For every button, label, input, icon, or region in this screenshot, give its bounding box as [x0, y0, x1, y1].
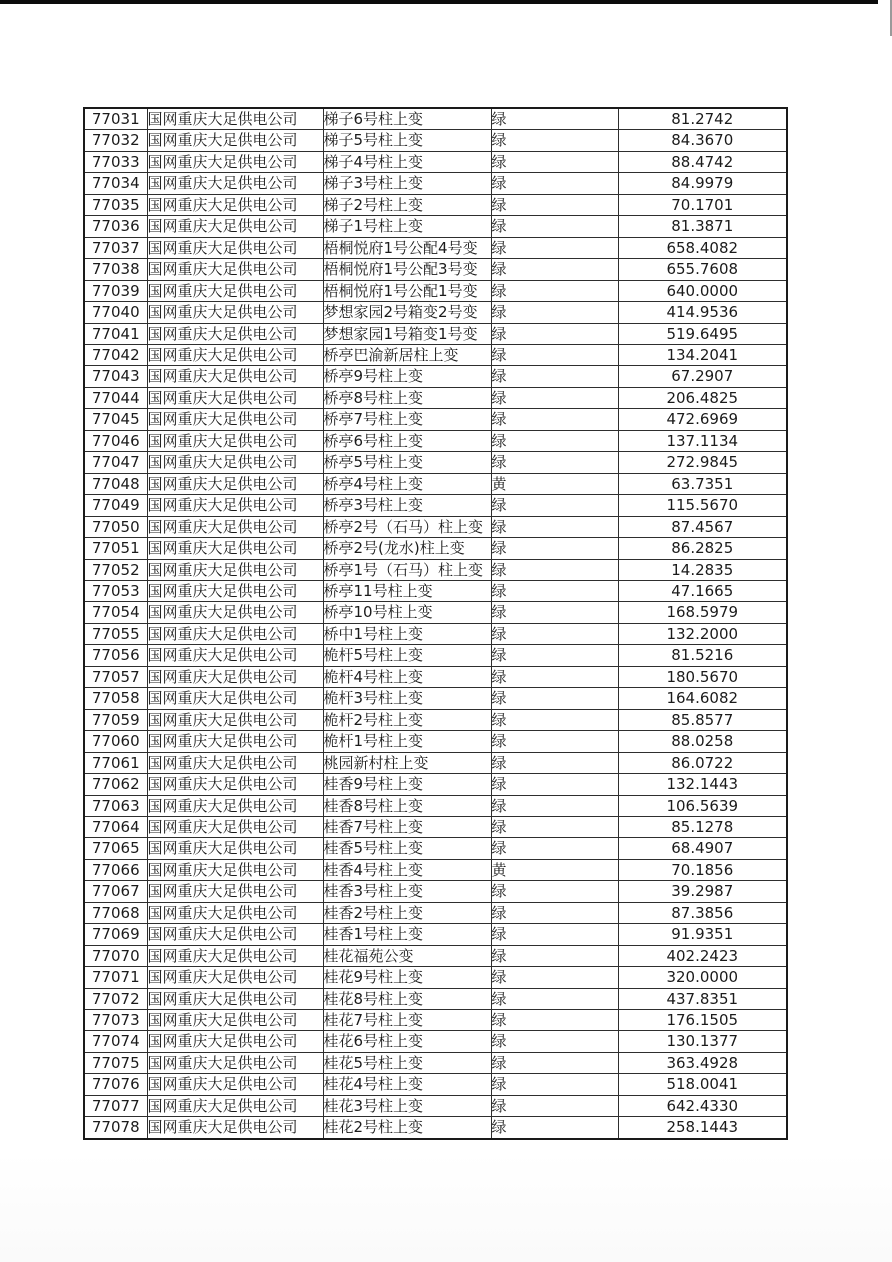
cell-company: 国网重庆大足供电公司: [147, 709, 323, 730]
cell-transformer: 桂香7号柱上变: [323, 816, 491, 837]
cell-transformer: 桂花4号柱上变: [323, 1074, 491, 1095]
cell-transformer: 桅杆5号柱上变: [323, 645, 491, 666]
cell-status: 绿: [491, 945, 618, 966]
cell-value: 106.5639: [618, 795, 787, 816]
cell-status: 绿: [491, 1031, 618, 1052]
table-row: [84, 516, 787, 537]
cell-status: 绿: [491, 1117, 618, 1139]
cell-id: 77040: [84, 302, 147, 323]
cell-value: 402.2423: [618, 945, 787, 966]
table-row: [84, 302, 787, 323]
cell-value: 640.0000: [618, 280, 787, 301]
cell-status: 绿: [491, 731, 618, 752]
cell-value: 518.0041: [618, 1074, 787, 1095]
cell-status: 绿: [491, 881, 618, 902]
cell-company: 国网重庆大足供电公司: [147, 1095, 323, 1116]
cell-value: 87.4567: [618, 516, 787, 537]
cell-status: 绿: [491, 108, 618, 130]
table-row: [84, 237, 787, 258]
cell-value: 258.1443: [618, 1117, 787, 1139]
cell-id: 77056: [84, 645, 147, 666]
table-row: [84, 967, 787, 988]
cell-status: 绿: [491, 816, 618, 837]
cell-company: 国网重庆大足供电公司: [147, 387, 323, 408]
cell-company: 国网重庆大足供电公司: [147, 602, 323, 623]
cell-company: 国网重庆大足供电公司: [147, 366, 323, 387]
table-row: [84, 173, 787, 194]
cell-status: 绿: [491, 280, 618, 301]
cell-value: 164.6082: [618, 688, 787, 709]
cell-status: 绿: [491, 752, 618, 773]
cell-transformer: 桥亭9号柱上变: [323, 366, 491, 387]
cell-company: 国网重庆大足供电公司: [147, 473, 323, 494]
cell-status: 绿: [491, 409, 618, 430]
cell-transformer: 梦想家园2号箱变2号变: [323, 302, 491, 323]
cell-transformer: 桂花7号柱上变: [323, 1010, 491, 1031]
cell-transformer: 桥亭5号柱上变: [323, 452, 491, 473]
cell-status: 绿: [491, 259, 618, 280]
cell-transformer: 梯子3号柱上变: [323, 173, 491, 194]
transformer-load-table: [83, 107, 788, 1140]
cell-status: 绿: [491, 151, 618, 172]
cell-company: 国网重庆大足供电公司: [147, 580, 323, 601]
table-row: [84, 1117, 787, 1139]
cell-value: 68.4907: [618, 838, 787, 859]
cell-company: 国网重庆大足供电公司: [147, 1117, 323, 1139]
cell-id: 77042: [84, 344, 147, 365]
table-row: [84, 838, 787, 859]
table-row: [84, 1031, 787, 1052]
cell-company: 国网重庆大足供电公司: [147, 731, 323, 752]
cell-status: 绿: [491, 130, 618, 151]
table-row: [84, 280, 787, 301]
cell-value: 655.7608: [618, 259, 787, 280]
cell-status: 绿: [491, 688, 618, 709]
cell-id: 77070: [84, 945, 147, 966]
table-row: [84, 881, 787, 902]
cell-status: 绿: [491, 902, 618, 923]
cell-company: 国网重庆大足供电公司: [147, 688, 323, 709]
cell-id: 77038: [84, 259, 147, 280]
cell-id: 77068: [84, 902, 147, 923]
cell-status: 黄: [491, 859, 618, 880]
cell-transformer: 桥亭10号柱上变: [323, 602, 491, 623]
cell-id: 77067: [84, 881, 147, 902]
cell-id: 77072: [84, 988, 147, 1009]
table-row: [84, 559, 787, 580]
cell-status: 绿: [491, 366, 618, 387]
cell-company: 国网重庆大足供电公司: [147, 988, 323, 1009]
cell-company: 国网重庆大足供电公司: [147, 237, 323, 258]
cell-value: 47.1665: [618, 580, 787, 601]
cell-id: 77046: [84, 430, 147, 451]
table-row: [84, 495, 787, 516]
cell-value: 85.1278: [618, 816, 787, 837]
cell-status: 绿: [491, 1095, 618, 1116]
cell-value: 168.5979: [618, 602, 787, 623]
cell-transformer: 梧桐悦府1号公配3号变: [323, 259, 491, 280]
cell-company: 国网重庆大足供电公司: [147, 559, 323, 580]
cell-value: 642.4330: [618, 1095, 787, 1116]
cell-transformer: 桂花9号柱上变: [323, 967, 491, 988]
cell-value: 14.2835: [618, 559, 787, 580]
cell-value: 81.3871: [618, 216, 787, 237]
table-row: [84, 645, 787, 666]
table-row: [84, 666, 787, 687]
table-row: [84, 452, 787, 473]
cell-company: 国网重庆大足供电公司: [147, 194, 323, 215]
cell-status: 绿: [491, 194, 618, 215]
cell-value: 67.2907: [618, 366, 787, 387]
cell-status: 绿: [491, 924, 618, 945]
cell-transformer: 桂花3号柱上变: [323, 1095, 491, 1116]
cell-value: 132.1443: [618, 774, 787, 795]
cell-id: 77050: [84, 516, 147, 537]
table-row: [84, 924, 787, 945]
cell-value: 176.1505: [618, 1010, 787, 1031]
table-row: [84, 988, 787, 1009]
table-row: [84, 1010, 787, 1031]
cell-transformer: 梧桐悦府1号公配1号变: [323, 280, 491, 301]
cell-transformer: 桥亭2号(龙水)柱上变: [323, 538, 491, 559]
cell-company: 国网重庆大足供电公司: [147, 108, 323, 130]
cell-value: 81.2742: [618, 108, 787, 130]
table-row: [84, 1095, 787, 1116]
cell-company: 国网重庆大足供电公司: [147, 666, 323, 687]
cell-value: 115.5670: [618, 495, 787, 516]
cell-status: 绿: [491, 774, 618, 795]
cell-transformer: 桥亭巴渝新居柱上变: [323, 344, 491, 365]
cell-id: 77049: [84, 495, 147, 516]
cell-transformer: 桂香2号柱上变: [323, 902, 491, 923]
table-row: [84, 108, 787, 130]
cell-transformer: 桅杆1号柱上变: [323, 731, 491, 752]
cell-status: 绿: [491, 216, 618, 237]
cell-transformer: 桂香3号柱上变: [323, 881, 491, 902]
cell-company: 国网重庆大足供电公司: [147, 452, 323, 473]
cell-status: 绿: [491, 838, 618, 859]
cell-id: 77077: [84, 1095, 147, 1116]
cell-id: 77048: [84, 473, 147, 494]
cell-company: 国网重庆大足供电公司: [147, 302, 323, 323]
cell-transformer: 桥亭1号（石马）柱上变: [323, 559, 491, 580]
table-row: [84, 752, 787, 773]
cell-status: 绿: [491, 988, 618, 1009]
cell-value: 472.6969: [618, 409, 787, 430]
cell-transformer: 桂香5号柱上变: [323, 838, 491, 859]
cell-id: 77044: [84, 387, 147, 408]
cell-transformer: 桅杆2号柱上变: [323, 709, 491, 730]
cell-transformer: 梯子2号柱上变: [323, 194, 491, 215]
cell-transformer: 桥亭11号柱上变: [323, 580, 491, 601]
cell-transformer: 桥亭3号柱上变: [323, 495, 491, 516]
cell-value: 84.9979: [618, 173, 787, 194]
table-row: [84, 709, 787, 730]
cell-company: 国网重庆大足供电公司: [147, 516, 323, 537]
cell-transformer: 桥亭6号柱上变: [323, 430, 491, 451]
cell-transformer: 梦想家园1号箱变1号变: [323, 323, 491, 344]
cell-id: 77033: [84, 151, 147, 172]
table-row: [84, 430, 787, 451]
cell-id: 77062: [84, 774, 147, 795]
cell-company: 国网重庆大足供电公司: [147, 795, 323, 816]
cell-value: 206.4825: [618, 387, 787, 408]
cell-transformer: 桅杆3号柱上变: [323, 688, 491, 709]
cell-status: 绿: [491, 452, 618, 473]
cell-company: 国网重庆大足供电公司: [147, 838, 323, 859]
table-row: [84, 194, 787, 215]
cell-company: 国网重庆大足供电公司: [147, 645, 323, 666]
cell-status: 绿: [491, 430, 618, 451]
page-lower-shade: [0, 1152, 892, 1262]
cell-status: 绿: [491, 709, 618, 730]
table-row: [84, 259, 787, 280]
table-row: [84, 323, 787, 344]
cell-id: 77071: [84, 967, 147, 988]
cell-value: 134.2041: [618, 344, 787, 365]
cell-transformer: 梯子1号柱上变: [323, 216, 491, 237]
cell-transformer: 桂香8号柱上变: [323, 795, 491, 816]
table-row: [84, 731, 787, 752]
cell-value: 437.8351: [618, 988, 787, 1009]
cell-id: 77054: [84, 602, 147, 623]
cell-company: 国网重庆大足供电公司: [147, 430, 323, 451]
table-row: [84, 366, 787, 387]
cell-company: 国网重庆大足供电公司: [147, 216, 323, 237]
cell-transformer: 桥亭8号柱上变: [323, 387, 491, 408]
cell-transformer: 桥中1号柱上变: [323, 623, 491, 644]
table-row: [84, 130, 787, 151]
cell-id: 77055: [84, 623, 147, 644]
table-row: [84, 602, 787, 623]
cell-value: 63.7351: [618, 473, 787, 494]
cell-status: 绿: [491, 602, 618, 623]
cell-id: 77064: [84, 816, 147, 837]
cell-transformer: 桂花8号柱上变: [323, 988, 491, 1009]
cell-status: 绿: [491, 666, 618, 687]
table-row: [84, 409, 787, 430]
cell-company: 国网重庆大足供电公司: [147, 859, 323, 880]
cell-value: 86.2825: [618, 538, 787, 559]
cell-id: 77031: [84, 108, 147, 130]
cell-status: 黄: [491, 473, 618, 494]
cell-company: 国网重庆大足供电公司: [147, 1031, 323, 1052]
cell-id: 77053: [84, 580, 147, 601]
cell-company: 国网重庆大足供电公司: [147, 173, 323, 194]
cell-company: 国网重庆大足供电公司: [147, 151, 323, 172]
cell-status: 绿: [491, 344, 618, 365]
cell-status: 绿: [491, 495, 618, 516]
cell-company: 国网重庆大足供电公司: [147, 902, 323, 923]
cell-transformer: 桃园新村柱上变: [323, 752, 491, 773]
cell-value: 272.9845: [618, 452, 787, 473]
cell-id: 77063: [84, 795, 147, 816]
cell-status: 绿: [491, 387, 618, 408]
cell-transformer: 桂香4号柱上变: [323, 859, 491, 880]
table-row: [84, 344, 787, 365]
cell-id: 77075: [84, 1052, 147, 1073]
cell-value: 86.0722: [618, 752, 787, 773]
cell-transformer: 桥亭2号（石马）柱上变: [323, 516, 491, 537]
cell-id: 77039: [84, 280, 147, 301]
cell-status: 绿: [491, 1010, 618, 1031]
cell-value: 180.5670: [618, 666, 787, 687]
cell-id: 77073: [84, 1010, 147, 1031]
cell-value: 81.5216: [618, 645, 787, 666]
cell-transformer: 桂花5号柱上变: [323, 1052, 491, 1073]
cell-status: 绿: [491, 173, 618, 194]
table-row: [84, 1074, 787, 1095]
cell-status: 绿: [491, 237, 618, 258]
table-row: [84, 688, 787, 709]
cell-company: 国网重庆大足供电公司: [147, 623, 323, 644]
cell-value: 658.4082: [618, 237, 787, 258]
table-row: [84, 623, 787, 644]
scan-artifact-top-bar: [0, 0, 878, 4]
cell-company: 国网重庆大足供电公司: [147, 130, 323, 151]
cell-value: 70.1701: [618, 194, 787, 215]
cell-transformer: 梧桐悦府1号公配4号变: [323, 237, 491, 258]
cell-status: 绿: [491, 795, 618, 816]
cell-status: 绿: [491, 538, 618, 559]
cell-transformer: 桂香1号柱上变: [323, 924, 491, 945]
cell-company: 国网重庆大足供电公司: [147, 259, 323, 280]
cell-status: 绿: [491, 1074, 618, 1095]
cell-company: 国网重庆大足供电公司: [147, 816, 323, 837]
cell-transformer: 桥亭4号柱上变: [323, 473, 491, 494]
cell-id: 77041: [84, 323, 147, 344]
table-row: [84, 1052, 787, 1073]
cell-company: 国网重庆大足供电公司: [147, 945, 323, 966]
cell-transformer: 桂花6号柱上变: [323, 1031, 491, 1052]
cell-transformer: 梯子4号柱上变: [323, 151, 491, 172]
cell-transformer: 桂花2号柱上变: [323, 1117, 491, 1139]
cell-value: 519.6495: [618, 323, 787, 344]
cell-status: 绿: [491, 580, 618, 601]
cell-id: 77052: [84, 559, 147, 580]
cell-company: 国网重庆大足供电公司: [147, 1010, 323, 1031]
cell-company: 国网重庆大足供电公司: [147, 1052, 323, 1073]
cell-company: 国网重庆大足供电公司: [147, 409, 323, 430]
cell-value: 91.9351: [618, 924, 787, 945]
table-row: [84, 902, 787, 923]
cell-value: 132.2000: [618, 623, 787, 644]
cell-id: 77060: [84, 731, 147, 752]
table-row: [84, 473, 787, 494]
table-body: [84, 108, 787, 1139]
cell-transformer: 桂花福苑公变: [323, 945, 491, 966]
cell-value: 39.2987: [618, 881, 787, 902]
cell-id: 77047: [84, 452, 147, 473]
cell-id: 77051: [84, 538, 147, 559]
cell-id: 77032: [84, 130, 147, 151]
cell-company: 国网重庆大足供电公司: [147, 924, 323, 945]
cell-id: 77057: [84, 666, 147, 687]
cell-id: 77076: [84, 1074, 147, 1095]
table-row: [84, 151, 787, 172]
cell-id: 77058: [84, 688, 147, 709]
cell-status: 绿: [491, 967, 618, 988]
cell-id: 77034: [84, 173, 147, 194]
cell-transformer: 梯子6号柱上变: [323, 108, 491, 130]
cell-transformer: 桂香9号柱上变: [323, 774, 491, 795]
cell-value: 320.0000: [618, 967, 787, 988]
cell-id: 77065: [84, 838, 147, 859]
cell-company: 国网重庆大足供电公司: [147, 323, 323, 344]
cell-id: 77066: [84, 859, 147, 880]
cell-id: 77035: [84, 194, 147, 215]
cell-value: 70.1856: [618, 859, 787, 880]
cell-status: 绿: [491, 1052, 618, 1073]
cell-value: 87.3856: [618, 902, 787, 923]
cell-company: 国网重庆大足供电公司: [147, 752, 323, 773]
table-row: [84, 816, 787, 837]
table-row: [84, 387, 787, 408]
cell-value: 85.8577: [618, 709, 787, 730]
table-row: [84, 945, 787, 966]
table-row: [84, 774, 787, 795]
cell-value: 137.1134: [618, 430, 787, 451]
cell-id: 77037: [84, 237, 147, 258]
table-row: [84, 795, 787, 816]
cell-id: 77036: [84, 216, 147, 237]
cell-value: 88.4742: [618, 151, 787, 172]
cell-id: 77043: [84, 366, 147, 387]
cell-company: 国网重庆大足供电公司: [147, 538, 323, 559]
cell-id: 77045: [84, 409, 147, 430]
cell-value: 363.4928: [618, 1052, 787, 1073]
cell-id: 77078: [84, 1117, 147, 1139]
cell-status: 绿: [491, 323, 618, 344]
cell-company: 国网重庆大足供电公司: [147, 774, 323, 795]
cell-value: 130.1377: [618, 1031, 787, 1052]
table-row: [84, 538, 787, 559]
table-row: [84, 859, 787, 880]
cell-id: 77059: [84, 709, 147, 730]
cell-status: 绿: [491, 516, 618, 537]
cell-status: 绿: [491, 623, 618, 644]
cell-company: 国网重庆大足供电公司: [147, 344, 323, 365]
table-row: [84, 216, 787, 237]
cell-company: 国网重庆大足供电公司: [147, 1074, 323, 1095]
cell-company: 国网重庆大足供电公司: [147, 967, 323, 988]
cell-company: 国网重庆大足供电公司: [147, 280, 323, 301]
cell-transformer: 桥亭7号柱上变: [323, 409, 491, 430]
cell-status: 绿: [491, 645, 618, 666]
cell-value: 88.0258: [618, 731, 787, 752]
cell-company: 国网重庆大足供电公司: [147, 881, 323, 902]
cell-transformer: 桅杆4号柱上变: [323, 666, 491, 687]
cell-status: 绿: [491, 302, 618, 323]
cell-id: 77061: [84, 752, 147, 773]
cell-value: 414.9536: [618, 302, 787, 323]
cell-transformer: 梯子5号柱上变: [323, 130, 491, 151]
cell-status: 绿: [491, 559, 618, 580]
cell-id: 77069: [84, 924, 147, 945]
cell-company: 国网重庆大足供电公司: [147, 495, 323, 516]
cell-value: 84.3670: [618, 130, 787, 151]
cell-id: 77074: [84, 1031, 147, 1052]
table-row: [84, 580, 787, 601]
